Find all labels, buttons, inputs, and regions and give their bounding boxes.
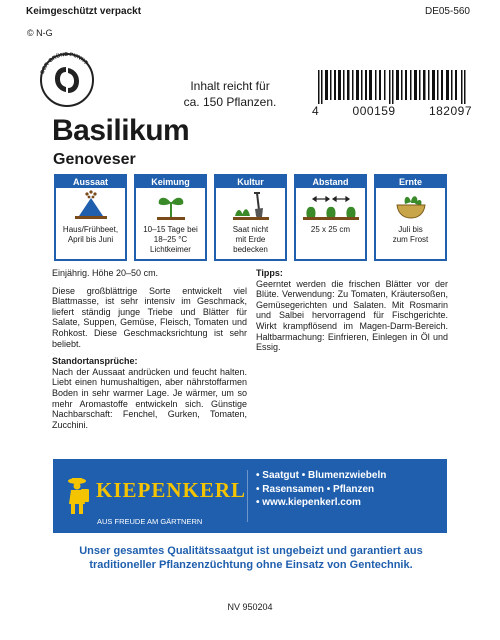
product-name: Basilikum [52,114,190,147]
amount-info [150,78,310,110]
brand-products-line-1: • Saatgut • Blumenzwiebeln [256,470,387,481]
location-heading: Standortansprüche: [52,356,138,367]
brand-products-line-2: • Rasensamen • Pflanzen [256,483,375,495]
brand-website: • www.kiepenkerl.com [256,497,361,508]
tips-heading: Tipps: [256,268,283,278]
amount-line-1: Inhalt reicht für [190,79,270,93]
step-text: 10–15 Tage bei 18–25 °C Lichtkeimer [143,225,198,254]
shovel-icon [216,188,285,224]
quality-note: Unser gesamtes Qualitätssaatgut ist ungebeizt und garantiert aus traditioneller Pflanzenzüchtung ohne Einsatz von Gentechnik. [79,545,423,571]
step-text: Haus/Frühbeet, April bis Juni [62,225,119,244]
footer-code: NV 950204 [227,602,273,612]
spacing-arrows-icon [296,188,365,224]
step-abstand [294,174,367,261]
brand-claim: AUS FREUDE AM GÄRTNERN [97,517,203,526]
article-code: DE05-560 [424,6,470,17]
green-dot-label: DER GRÜNE PUNKT [39,51,89,75]
copyright-note: © N-G [27,28,53,38]
seed-packet-icon [56,188,125,224]
protection-note: Keimgeschützt verpackt [26,6,142,17]
green-dot-recycling-icon [52,64,82,96]
step-title: Kultur [216,176,285,188]
variety-description: Diese großblättrige Sorte entwickelt viel Blattmasse, ist sehr intensiv im Geschmack, liefert ständig junge Triebe und Blätter für Salate, Suppen, Gemüse, Fleisch, Tomaten und Rohkost. Diese Geschmacksrichtung ist sehr beliebt. [52,285,247,349]
tips-text: Geerntet werden die frischen Blätter vor der Blüte. Verwendung: Zu Tomaten, Kräutersoßen, Gemüsegerichten und Salaten. Mit Rosmarin und Salbei hervorragend für Fischgerichte. Wirkt krampflösend im Magen-Darm-Bereich. Haltbarmachung: Einfrieren, Einlegen in Öl und Essig. [256,278,448,353]
height-info: Einjährig. Höhe 20–50 cm. [52,268,159,278]
step-title: Keimung [136,176,205,188]
sprout-icon [136,188,205,224]
barcode-number [312,104,472,118]
step-title: Aussaat [56,176,125,188]
barcode-digits-1: 4 [312,104,320,118]
brand-name: KIEPENKERL [96,478,247,502]
kiepenkerl-figure-logo [63,476,91,516]
product-variety: Genoveser [53,151,136,168]
barcode-digits-2: 000159 [352,104,396,118]
step-ernte [374,174,447,261]
brand-divider [247,470,248,522]
step-aussaat [54,174,127,261]
description-column [52,268,247,437]
tips-column [256,268,448,353]
location-text: Nach der Aussaat andrücken und feucht halten. Liebt einen humushaltigen, aber nährstoffarmen Boden in sehr warmer Lage. Je wärmer, um so mehr Aromastoffe entwickeln sich. Günstige Nachbarschaft: Fenchel, Gurken, Tomaten, Zucchini. [52,366,247,430]
step-title: Abstand [296,176,365,188]
harvest-bowl-icon [376,188,445,224]
growing-steps [54,174,447,261]
barcode [318,70,468,104]
step-kultur [214,174,287,261]
step-text: 25 x 25 cm [310,225,351,234]
step-title: Ernte [376,176,445,188]
barcode-digits-3: 182097 [428,104,472,118]
step-keimung [134,174,207,261]
step-text: Saat nicht mit Erde bedecken [232,225,269,254]
step-text: Juli bis zum Frost [392,225,429,244]
amount-line-2: ca. 150 Pflanzen. [183,95,277,109]
brand-products [256,469,386,510]
